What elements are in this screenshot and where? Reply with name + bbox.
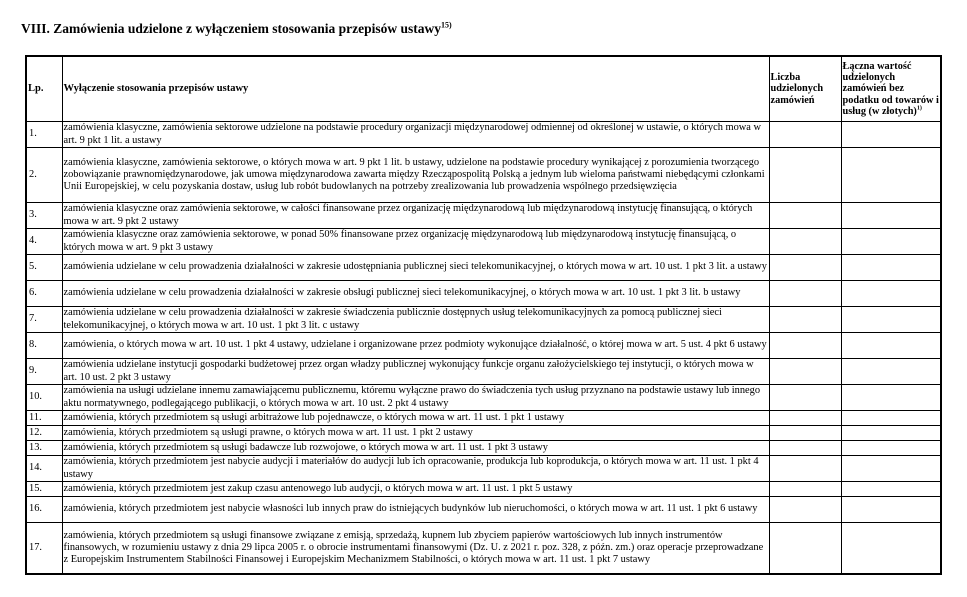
row-value-cell[interactable] — [841, 359, 941, 385]
table-row — [26, 456, 941, 482]
table-row — [26, 441, 941, 456]
table-row — [26, 497, 941, 523]
row-value-cell[interactable] — [841, 203, 941, 229]
row-value-cell[interactable] — [841, 307, 941, 333]
row-text: zamówienia udzielane w celu prowadzenia działalności w zakresie świadczenia publicznie dostępnych usług telekomunikacyjnych za pomocą publicznej sieci telekomunikacyjnej, o których mowa w art. 10 ust. 1 pkt 3 lit. c ustawy — [62, 307, 769, 333]
row-count-cell[interactable] — [769, 203, 841, 229]
row-value-cell[interactable] — [841, 441, 941, 456]
row-number: 17. — [26, 523, 62, 575]
header-value — [841, 56, 941, 122]
row-count-cell[interactable] — [769, 307, 841, 333]
row-count-cell[interactable] — [769, 122, 841, 148]
row-count-cell[interactable] — [769, 497, 841, 523]
table-row — [26, 122, 941, 148]
row-value-cell[interactable] — [841, 333, 941, 359]
row-count-cell[interactable] — [769, 281, 841, 307]
row-count-cell[interactable] — [769, 456, 841, 482]
table-row — [26, 148, 941, 203]
row-value-cell[interactable] — [841, 255, 941, 281]
row-number: 3. — [26, 203, 62, 229]
exclusions-table — [25, 55, 942, 575]
row-value-cell[interactable] — [841, 497, 941, 523]
row-count-cell[interactable] — [769, 523, 841, 575]
row-number: 13. — [26, 441, 62, 456]
row-number: 2. — [26, 148, 62, 203]
row-number: 1. — [26, 122, 62, 148]
row-text: zamówienia klasyczne oraz zamówienia sektorowe, w ponad 50% finansowane przez organizację międzynarodową lub międzynarodową instytucję finansującą, o których mowa w art. 9 pkt 3 ustawy — [62, 229, 769, 255]
row-number: 9. — [26, 359, 62, 385]
row-number: 7. — [26, 307, 62, 333]
row-number: 11. — [26, 411, 62, 426]
header-value-footnote: 1) — [916, 105, 922, 112]
row-count-cell[interactable] — [769, 411, 841, 426]
row-number: 8. — [26, 333, 62, 359]
section-title-text: VIII. Zamówienia udzielone z wyłączeniem stosowania przepisów ustawy — [21, 21, 441, 36]
row-count-cell[interactable] — [769, 333, 841, 359]
row-value-cell[interactable] — [841, 426, 941, 441]
table-row — [26, 281, 941, 307]
row-count-cell[interactable] — [769, 441, 841, 456]
row-text: zamówienia, których przedmiotem są usługi prawne, o których mowa w art. 11 ust. 1 pkt 2 ustawy — [62, 426, 769, 441]
row-count-cell[interactable] — [769, 229, 841, 255]
row-number: 12. — [26, 426, 62, 441]
row-value-cell[interactable] — [841, 523, 941, 575]
section-title — [21, 21, 452, 37]
row-number: 5. — [26, 255, 62, 281]
row-text: zamówienia, o których mowa w art. 10 ust. 1 pkt 4 ustawy, udzielane i organizowane przez podmioty wykonujące działalność, o której mowa w art. 5 ust. 4 pkt 6 ustawy — [62, 333, 769, 359]
row-value-cell[interactable] — [841, 456, 941, 482]
row-text: zamówienia, których przedmiotem są usługi arbitrażowe lub pojednawcze, o których mowa w art. 11 ust. 1 pkt 1 ustawy — [62, 411, 769, 426]
row-count-cell[interactable] — [769, 359, 841, 385]
row-text: zamówienia, których przedmiotem jest nabycie audycji i materiałów do audycji lub ich opracowanie, produkcja lub koprodukcja, o których mowa w art. 11 ust. 1 pkt 4 ustawy — [62, 456, 769, 482]
row-count-cell[interactable] — [769, 385, 841, 411]
row-text: zamówienia klasyczne, zamówienia sektorowe, o których mowa w art. 9 pkt 1 lit. b ustawy, udzielone na podstawie procedury wynikającej z porozumienia tworzącego zobowiązanie prawnomiędzynarodowe, jak umowa międzynarodowa zawarta między Rzecząpospolitą Polską a jednym lub wieloma państwami niebędącymi członkami Unii Europejskiej, w celu pozyskania dostaw, usług lub robót budowlanych na potrzeby zrealizowania lub prowadzenia wspólnego przedsięwzięcia — [62, 148, 769, 203]
row-value-cell[interactable] — [841, 148, 941, 203]
row-value-cell[interactable] — [841, 281, 941, 307]
header-value-text: Łączna wartość udzielonych zamówień bez podatku od towarów i usług (w złotych) — [842, 60, 939, 117]
table-row — [26, 523, 941, 575]
table-row — [26, 333, 941, 359]
row-text: zamówienia udzielane w celu prowadzenia działalności w zakresie udostępniania publicznej sieci telekomunikacyjnej, o których mowa w art. 10 ust. 1 pkt 3 lit. a ustawy — [62, 255, 769, 281]
row-text: zamówienia, których przedmiotem są usługi finansowe związane z emisją, sprzedażą, kupnem lub zbyciem papierów wartościowych lub innych instrumentów finansowych, w rozumieniu ustawy z dnia 29 lipca 2005 r. o obrocie instrumentami finansowymi (Dz. U. z 2021 r. poz. 328, z późn. zm.) oraz operacje przeprowadzane z Europejskim Instrumentem Stabilności Finansowej i Europejskim Mechanizmem Stabilności, o których mowa w art. 11 ust. 1 pkt 7 ustawy — [62, 523, 769, 575]
row-number: 10. — [26, 385, 62, 411]
table-header-row — [26, 56, 941, 122]
row-number: 14. — [26, 456, 62, 482]
row-value-cell[interactable] — [841, 385, 941, 411]
row-text: zamówienia, których przedmiotem jest nabycie własności lub innych praw do istniejących budynków lub nieruchomości, o których mowa w art. 11 ust. 1 pkt 6 ustawy — [62, 497, 769, 523]
row-text: zamówienia udzielane instytucji gospodarki budżetowej przez organ władzy publicznej wykonujący funkcje organu założycielskiego tej instytucji, o których mowa w art. 10 ust. 2 pkt 3 ustawy — [62, 359, 769, 385]
row-count-cell[interactable] — [769, 482, 841, 497]
table-row — [26, 385, 941, 411]
table-row — [26, 411, 941, 426]
row-number: 4. — [26, 229, 62, 255]
table-row — [26, 255, 941, 281]
table-row — [26, 203, 941, 229]
header-count: Liczba udzielonych zamówień — [769, 56, 841, 122]
section-title-footnote: 15) — [441, 20, 452, 30]
header-exclusion: Wyłączenie stosowania przepisów ustawy — [62, 56, 769, 122]
row-value-cell[interactable] — [841, 411, 941, 426]
row-number: 16. — [26, 497, 62, 523]
row-text: zamówienia, których przedmiotem jest zakup czasu antenowego lub audycji, o których mowa w art. 11 ust. 1 pkt 5 ustawy — [62, 482, 769, 497]
row-value-cell[interactable] — [841, 122, 941, 148]
row-text: zamówienia klasyczne oraz zamówienia sektorowe, w całości finansowane przez organizację międzynarodową lub międzynarodową instytucję finansującą, o których mowa w art. 9 pkt 2 ustawy — [62, 203, 769, 229]
row-count-cell[interactable] — [769, 255, 841, 281]
table-row — [26, 307, 941, 333]
row-count-cell[interactable] — [769, 426, 841, 441]
row-number: 6. — [26, 281, 62, 307]
row-number: 15. — [26, 482, 62, 497]
row-text: zamówienia udzielane w celu prowadzenia działalności w zakresie obsługi publicznej sieci telekomunikacyjnej, o których mowa w art. 10 ust. 1 pkt 3 lit. b ustawy — [62, 281, 769, 307]
row-value-cell[interactable] — [841, 229, 941, 255]
table-row — [26, 229, 941, 255]
header-lp: Lp. — [26, 56, 62, 122]
table-row — [26, 426, 941, 441]
table-row — [26, 359, 941, 385]
row-text: zamówienia, których przedmiotem są usługi badawcze lub rozwojowe, o których mowa w art. 11 ust. 1 pkt 3 ustawy — [62, 441, 769, 456]
row-text: zamówienia na usługi udzielane innemu zamawiającemu publicznemu, któremu wyłączne prawo do świadczenia tych usług przyznano na podstawie ustawy lub innego aktu normatywnego, podlegającego publikacji, o których mowa w art. 10 ust. 2 pkt 4 ustawy — [62, 385, 769, 411]
row-text: zamówienia klasyczne, zamówienia sektorowe udzielone na podstawie procedury organizacji międzynarodowej odmiennej od określonej w ustawie, o których mowa w art. 9 pkt 1 lit. a ustawy — [62, 122, 769, 148]
table-row — [26, 482, 941, 497]
row-value-cell[interactable] — [841, 482, 941, 497]
row-count-cell[interactable] — [769, 148, 841, 203]
